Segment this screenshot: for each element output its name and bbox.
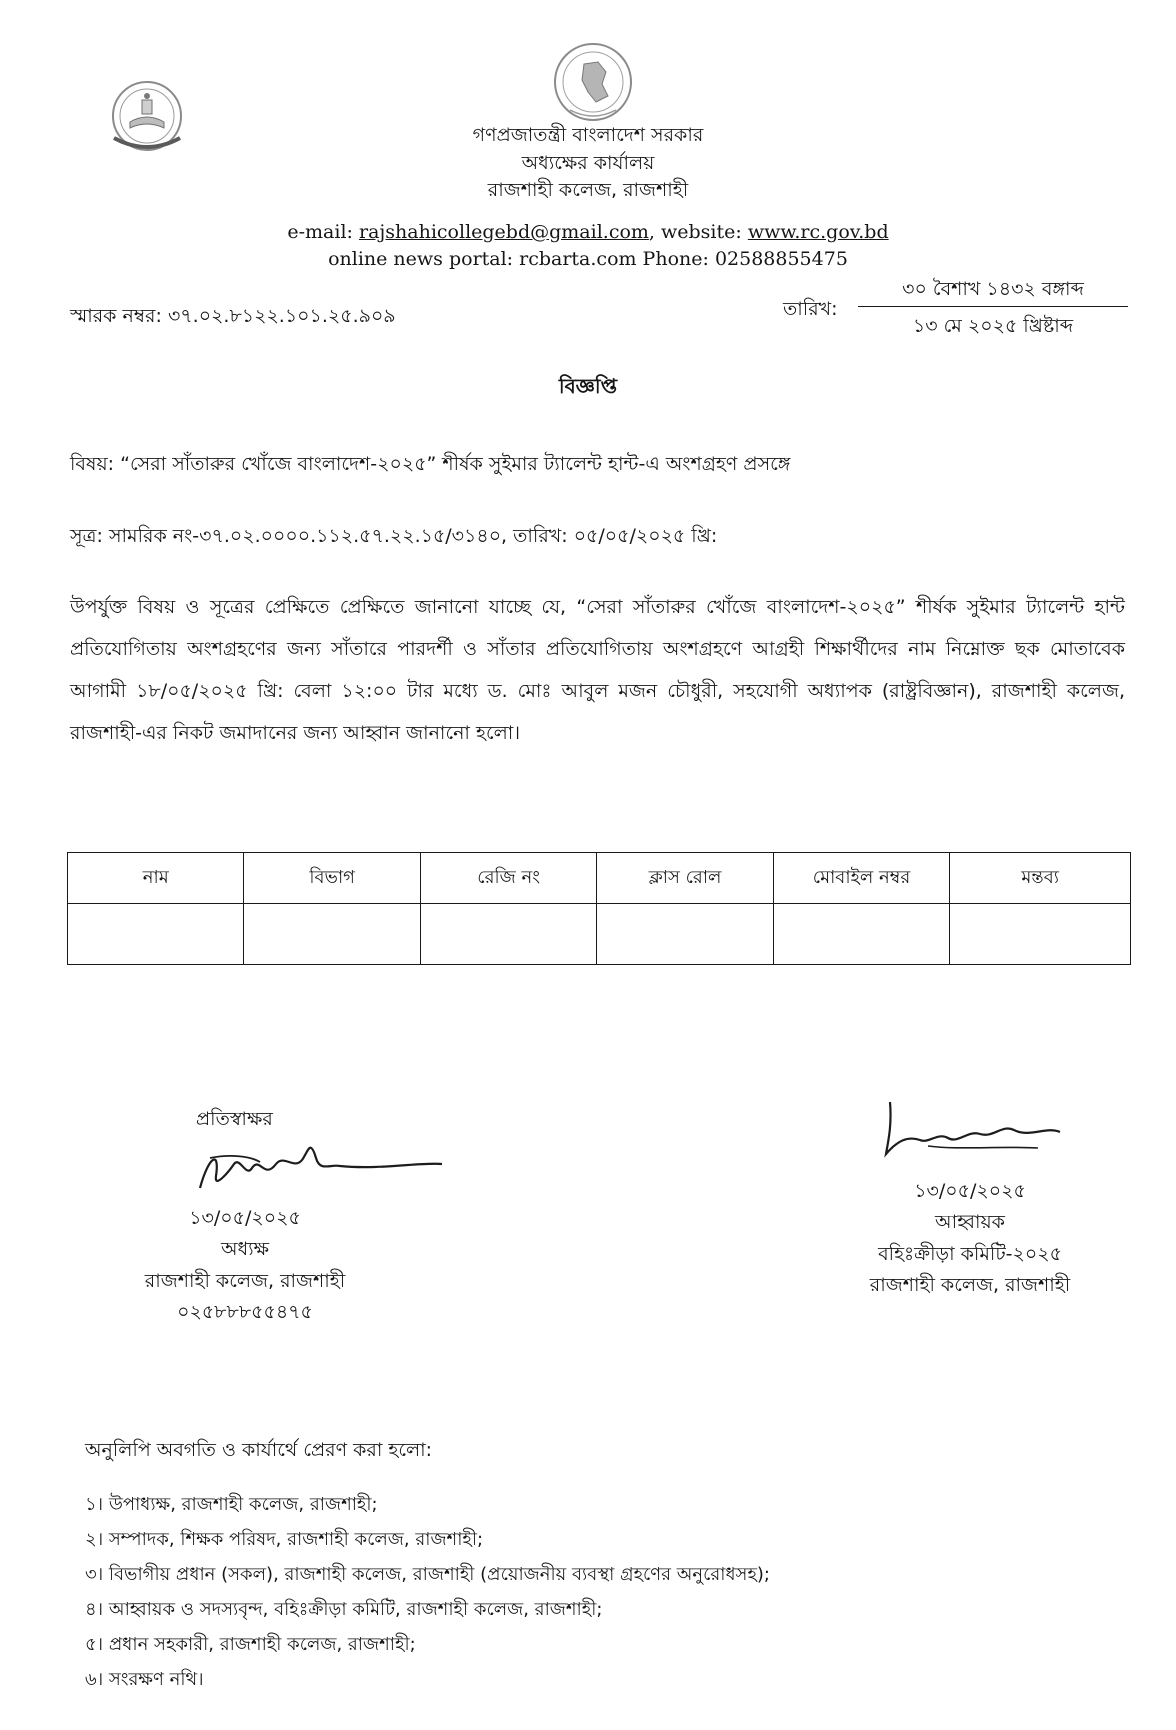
website-link[interactable]: www.rc.gov.bd [747,221,889,243]
convener-title: আহ্বায়ক [935,1211,1005,1234]
list-item: ৫। প্রধান সহকারী, রাজশাহী কলেজ, রাজশাহী; [85,1634,416,1655]
convener-signature-icon [868,1096,1068,1166]
copy-list [85,1487,770,1697]
convener-sign-date: ১৩/০৫/২০২৫ [914,1180,1026,1202]
principal-signature-icon [190,1118,450,1208]
principal-phone: ০২৫৮৮৮৫৫৪৭৫ [177,1301,313,1324]
notice-title: বিজ্ঞপ্তি [558,374,618,398]
table-cell [420,904,596,965]
table-cell [244,904,420,965]
table-row [68,904,1131,965]
registration-table [67,852,1131,965]
college-name: রাজশাহী কলেজ, রাজশাহী [487,179,689,202]
date-divider [858,306,1128,307]
column-name: নাম [68,853,244,904]
principal-title: অধ্যক্ষ [220,1238,269,1261]
table-cell [597,904,773,965]
principal-org: রাজশাহী কলেজ, রাজশাহী [144,1269,346,1292]
column-class-roll: ক্লাস রোল [597,853,773,904]
table-header-row [68,853,1131,904]
list-item: ২। সম্পাদক, শিক্ষক পরিষদ, রাজশাহী কলেজ, রাজশাহী; [85,1529,484,1550]
column-remarks: মন্তব্য [950,853,1131,904]
list-item: ১। উপাধ্যক্ষ, রাজশাহী কলেজ, রাজশাহী; [85,1494,378,1515]
list-item: ৪। আহ্বায়ক ও সদস্যবৃন্দ, বহিঃক্রীড়া কমিটি, রাজশাহী কলেজ, রাজশাহী; [85,1599,603,1620]
column-mobile: মোবাইল নম্বর [773,853,949,904]
convener-block [820,1176,1120,1301]
convener-org: রাজশাহী কলেজ, রাজশাহী [869,1274,1071,1297]
portal-line: online news portal: rcbarta.com Phone: 02588855475 [328,248,848,270]
table-cell [68,904,244,965]
email-label: e-mail: [287,221,359,243]
column-registration: রেজি নং [420,853,596,904]
office-name: অধ্যক্ষের কার্যালয় [521,151,655,174]
list-item: ৬। সংরক্ষণ নথি। [85,1669,204,1690]
government-seal-icon [548,40,638,124]
email-link[interactable]: rajshahicollegebd@gmail.com [358,221,649,243]
date-english: ১৩ মে ২০২৫ খ্রিষ্টাব্দ [912,315,1074,337]
memo-label: স্মারক নম্বর: [70,305,162,327]
notice-body: উপর্যুক্ত বিষয় ও সূত্রের প্রেক্ষিতে প্রেক্ষিতে জানানো যাচ্ছে যে, “সেরা সাঁতারুর খোঁজে বাংলাদেশ-২০২৫” শীর্ষক সুইমার ট্যালেন্ট হান্ট প্রতিযোগিতায় অংশগ্রহণের জন্য সাঁতারে পারদর্শী ও সাঁতার প্রতিযোগিতায় অংশগ্রহণে আগ্রহী শিক্ষার্থীদের নাম নিম্নোক্ত ছক মোতাবেক আগামী ১৮/০৫/২০২৫ খ্রি: বেলা ১২:০০ টার মধ্যে ড. মোঃ আবুল মজন চৌধুরী, সহযোগী অধ্যাপক (রাষ্ট্রবিজ্ঞান), রাজশাহী কলেজ, রাজশাহী-এর নিকট জমাদানের জন্য আহ্বান জানানো হলো। [70,596,1125,744]
date-bangla: ৩০ বৈশাখ ১৪৩২ বঙ্গাব্দ [902,278,1084,300]
principal-sign-date: ১৩/০৫/২০২৫ [189,1207,301,1229]
memo-value: ৩৭.০২.৮১২২.১০১.২৫.৯০৯ [167,305,396,327]
website-label: , website: [648,221,748,243]
date-label: তারিখ: [783,298,838,320]
table-cell [773,904,949,965]
government-name: গণপ্রজাতন্ত্রী বাংলাদেশ সরকার [472,124,704,146]
memo-number [70,302,396,334]
countersign-label: প্রতিস্বাক্ষর [196,1108,273,1130]
column-department: বিভাগ [244,853,420,904]
table-cell [950,904,1131,965]
list-item: ৩। বিভাগীয় প্রধান (সকল), রাজশাহী কলেজ, রাজশাহী (প্রয়োজনীয় ব্যবস্থা গ্রহণের অনুরোধসহ); [85,1564,770,1585]
notice-source: সূত্র: সামরিক নং-৩৭.০২.০০০০.১১২.৫৭.২২.১৫/৩১৪০, তারিখ: ০৫/০৫/২০২৫ খ্রি: [70,525,718,547]
convener-committee: বহিঃক্রীড়া কমিটি-২০২৫ [878,1242,1062,1265]
copy-intro: অনুলিপি অবগতি ও কার্যার্থে প্রেরণ করা হলো: [85,1439,433,1461]
principal-block [100,1203,390,1328]
contact-line [0,221,1176,243]
notice-subject: বিষয়: “সেরা সাঁতারুর খোঁজে বাংলাদেশ-২০২৫” শীর্ষক সুইমার ট্যালেন্ট হান্ট-এ অংশগ্রহণ প্রসঙ্গে [70,453,791,475]
